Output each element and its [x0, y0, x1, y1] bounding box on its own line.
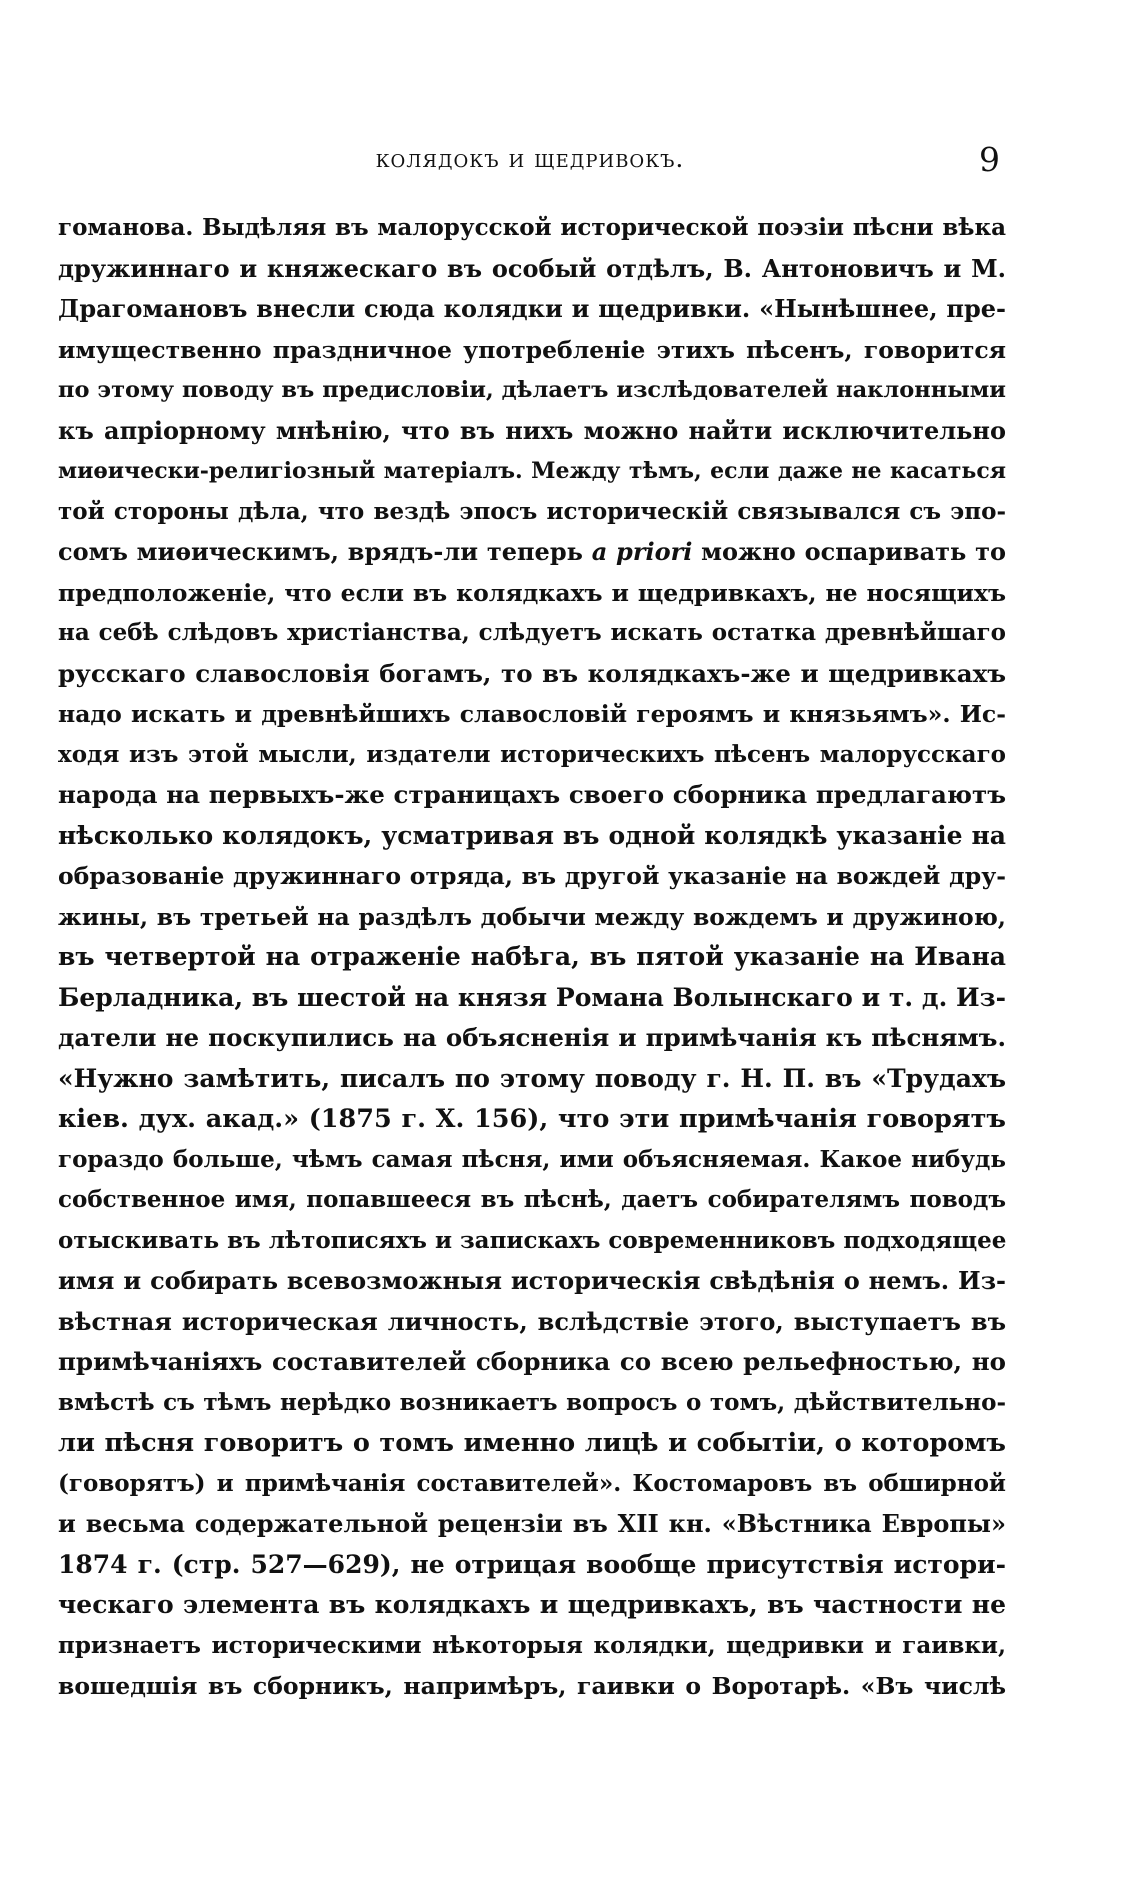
- text-line-16: нѣсколько колядокъ, усматривая въ одной колядкѣ указаніе на: [58, 820, 1006, 850]
- text-line-7: миѳически-религіозный матеріалъ. Между тѣмъ, если даже не касаться: [58, 458, 1006, 484]
- text-line-17: образованіе дружиннаго отряда, въ другой указаніе на вождей дру-: [58, 862, 1006, 890]
- text-line-31: ли пѣсня говоритъ о томъ именно лицѣ и событіи, о которомъ: [58, 1428, 1006, 1458]
- text-line-11: на себѣ слѣдовъ христіанства, слѣдуетъ искать остатка древнѣйшаго: [58, 619, 1006, 646]
- text-line-9-end: можно оспаривать то: [692, 537, 1006, 566]
- text-line-26: отыскивать въ лѣтописяхъ и запискахъ современниковъ подходящее: [58, 1226, 1006, 1254]
- text-line-30: вмѣстѣ съ тѣмъ нерѣдко возникаетъ вопросъ о томъ, дѣйствительно-: [58, 1388, 1006, 1416]
- text-line-15: народа на первыхъ-же страницахъ своего сборника предлагаютъ: [58, 780, 1006, 809]
- text-line-9-start: сомъ миѳическимъ, врядъ-ли теперь: [58, 537, 592, 566]
- text-line-8: той стороны дѣла, что вездѣ эпосъ историческій связывался съ эпо-: [58, 497, 1006, 525]
- text-line-32: (говорятъ) и примѣчанія составителей». Костомаровъ въ обширной: [58, 1469, 1006, 1497]
- text-line-37: вошедшія въ сборникъ, напримѣръ, гаивки о Воротарѣ. «Въ числѣ: [58, 1672, 1006, 1700]
- text-line-35: ческаго элемента въ колядкахъ и щедривкахъ, въ частности не: [58, 1590, 1006, 1619]
- text-line-18: жины, въ третьей на раздѣлъ добычи между вождемъ и дружиною,: [58, 902, 1006, 931]
- text-line-22: «Нужно замѣтить, писалъ по этому поводу г. Н. П. въ «Трудахъ: [58, 1063, 1006, 1093]
- text-line-3: Драгомановъ внесли сюда колядки и щедривки. «Нынѣшнее, пре-: [58, 294, 1006, 323]
- text-line-25: собственное имя, попавшееся въ пѣснѣ, даетъ собирателямъ поводъ: [58, 1186, 1006, 1213]
- text-line-4: имущественно праздничное употребленіе этихъ пѣсенъ, говорится: [58, 335, 1006, 364]
- text-line-24: гораздо больше, чѣмъ самая пѣсня, ими объясняемая. Какое нибудь: [58, 1145, 1006, 1173]
- text-line-34: 1874 г. (стр. 527—629), не отрицая вообще присутствія истори-: [58, 1549, 1006, 1579]
- text-line-2: дружиннаго и княжескаго въ особый отдѣлъ, В. Антоновичъ и М.: [58, 253, 1006, 283]
- page-number: 9: [979, 140, 1000, 179]
- text-line-6: къ апріорному мнѣнію, что въ нихъ можно найти исключительно: [58, 415, 1006, 445]
- text-line-23: кіев. дух. акад.» (1875 г. X. 156), что эти примѣчанія говорятъ: [58, 1104, 1006, 1134]
- text-line-28: вѣстная историческая личность, вслѣдствіе этого, выступаетъ въ: [58, 1306, 1006, 1336]
- running-head: [60, 140, 1000, 180]
- text-line-13: надо искать и древнѣйшихъ славословій героямъ и князьямъ». Ис-: [58, 700, 1006, 728]
- italic-a-priori: a priori: [591, 537, 693, 566]
- text-line-27: имя и собирать всевозможныя историческія свѣдѣнія о немъ. Из-: [58, 1266, 1006, 1295]
- text-line-12: русскаго славословія богамъ, то въ колядкахъ-же и щедривкахъ: [58, 658, 1006, 688]
- body-text: [58, 208, 1006, 1707]
- text-line-1: гоманова. Выдѣляя въ малорусской исторической поэзіи пѣсни вѣка: [58, 214, 1006, 241]
- running-title: колядокъ и щедривокъ.: [375, 144, 685, 173]
- text-line-5: по этому поводу въ предисловіи, дѣлаетъ изслѣдователей наклонными: [58, 377, 1006, 403]
- text-line-21: датели не поскупились на объясненія и примѣчанія къ пѣснямъ.: [58, 1023, 1006, 1052]
- text-line-19: въ четвертой на отраженіе набѣга, въ пятой указаніе на Ивана: [58, 942, 1006, 971]
- text-line-14: ходя изъ этой мысли, издатели историческихъ пѣсенъ малорусскаго: [58, 740, 1006, 768]
- text-line-33: и весьма содержательной рецензіи въ XII кн. «Вѣстника Европы»: [58, 1509, 1006, 1538]
- text-line-10: предположеніе, что если въ колядкахъ и щедривкахъ, не носящихъ: [58, 578, 1006, 607]
- text-line-20: Берладника, въ шестой на князя Романа Волынскаго и т. д. Из-: [58, 982, 1006, 1012]
- text-line-29: примѣчаніяхъ составителей сборника со всею рельефностью, но: [58, 1347, 1006, 1376]
- text-line-36: признаетъ историческими нѣкоторыя колядки, щедривки и гаивки,: [58, 1631, 1006, 1659]
- text-line-9: [58, 532, 1006, 573]
